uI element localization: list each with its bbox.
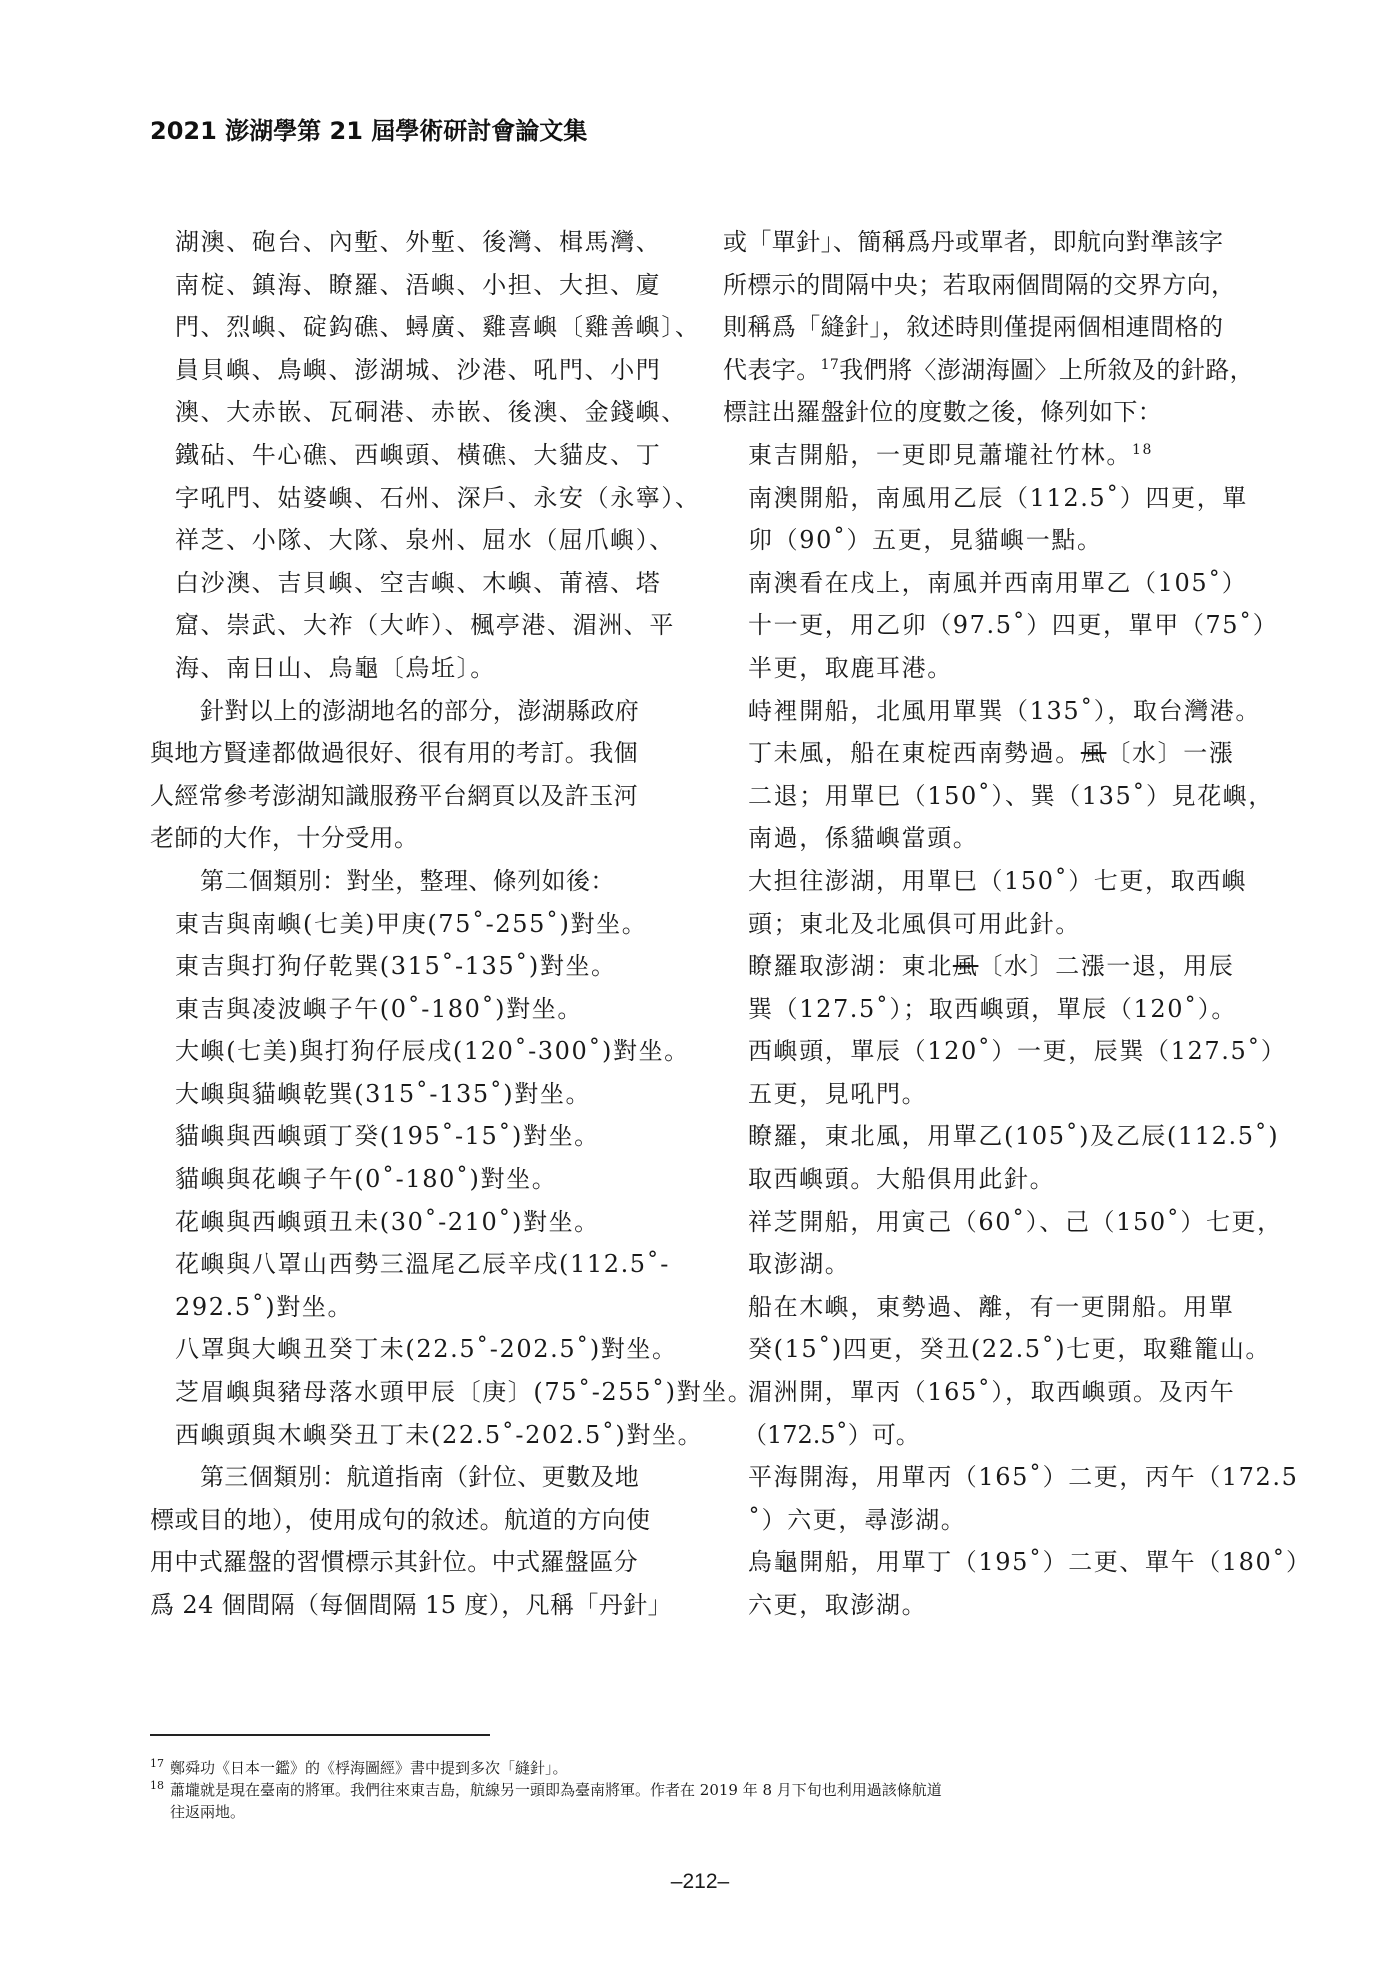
route-line	[723, 945, 1247, 988]
footnote-line: 鄭舜功《日本一鑑》的《桴海圖經》書中提到多次「縫針」。	[170, 1759, 568, 1777]
route-line	[723, 477, 1247, 520]
text-run: 〔水〕一漲	[1106, 739, 1235, 768]
route-line	[723, 1328, 1272, 1371]
text-run: 西嶼頭，單辰（120˚）一更，辰巽（127.5˚）	[748, 1037, 1287, 1066]
route-line	[723, 1286, 1247, 1329]
route-line	[723, 1541, 1312, 1584]
text-run: 半更，取鹿耳港。	[748, 653, 953, 682]
route-line	[723, 1456, 1299, 1499]
paragraph-line: 用中式羅盤的習慣標示其針位。中式羅盤區分	[150, 1548, 638, 1577]
list-line: 292.5˚)對坐。	[175, 1292, 354, 1321]
list-line: 東吉與凌波嶼子午(0˚-180˚)對坐。	[175, 994, 583, 1023]
route-line	[723, 434, 1247, 477]
right-column	[723, 221, 1312, 1627]
route-line	[723, 562, 1247, 605]
text-run: 代表字。	[723, 355, 821, 384]
page-number: –212–	[670, 1870, 730, 1893]
text-run: 烏龜開船，用單丁（195˚）二更、單午（180˚）	[748, 1548, 1312, 1577]
paragraph-line: 人經常參考澎湖知識服務平台網頁以及許玉河	[150, 781, 638, 810]
struck-text: 風	[1080, 739, 1107, 768]
paragraph-line	[723, 349, 1255, 392]
footnote	[150, 1757, 1250, 1779]
route-line	[723, 1158, 1247, 1201]
text-run: 大担往澎湖，用單巳（150˚）七更，取西嶼	[748, 866, 1248, 895]
route-line	[723, 690, 1262, 733]
route-line	[723, 988, 1247, 1031]
footnote-line: 蕭壠就是現在臺南的將軍。我們往來東吉島，航線另一頭即為臺南將軍。作者在 2019 年 8 月下旬也利用過該條航道	[170, 1781, 942, 1799]
text-run: 湄洲開，單丙（165˚），取西嶼頭。及丙午	[748, 1378, 1236, 1407]
list-line: 字吼門、姑婆嶼、石州、深戶、永安（永寧）、	[175, 483, 701, 512]
list-line: 貓嶼與西嶼頭丁癸(195˚-15˚)對坐。	[175, 1122, 600, 1151]
text-run: 〔水〕二漲一退，用辰	[978, 952, 1235, 981]
text-run: 標註出羅盤針位的度數之後，條列如下：	[723, 398, 1163, 427]
paragraph-line: 標或目的地），使用成句的敘述。航道的方向使	[150, 1505, 651, 1534]
list-line: 湖澳、砲台、內塹、外塹、後灣、楫馬灣、	[175, 228, 662, 256]
route-line	[723, 1414, 1247, 1457]
list-line: 花嶼與八罩山西勢三溫尾乙辰辛戌(112.5˚-	[175, 1250, 670, 1279]
paragraph-line: 第二個類別：對坐，整理、條列如後：	[200, 866, 615, 895]
text-run: 取澎湖。	[748, 1250, 851, 1279]
list-line: 東吉與南嶼(七美)甲庚(75˚-255˚)對坐。	[175, 909, 648, 938]
text-run: 瞭羅，東北風，用單乙(105˚)及乙辰(112.5˚)	[748, 1122, 1280, 1151]
text-run: 南澳開船，南風用乙辰（112.5˚）四更，單	[748, 483, 1248, 512]
text-run: 或「單針」、簡稱爲丹或單者，即航向對準該字	[723, 228, 1224, 256]
text-run: 五更，見吼門。	[748, 1079, 928, 1108]
route-line	[723, 1115, 1280, 1158]
text-run: 東吉開船，一更即見蕭壠社竹林。	[748, 440, 1132, 469]
route-line	[723, 1499, 1247, 1542]
list-line: 大嶼(七美)與打狗仔辰戌(120˚-300˚)對坐。	[175, 1037, 690, 1066]
list-line: 窟、崇武、大祚（大岞）、楓亭港、湄洲、平	[175, 611, 675, 640]
footnote-divider	[150, 1734, 490, 1736]
text-run: 所標示的間隔中央；若取兩個間隔的交界方向，	[723, 270, 1236, 299]
list-line: 白沙澳、吉貝嶼、空吉嶼、木嶼、莆禧、塔	[175, 568, 662, 597]
route-line	[723, 519, 1247, 562]
text-run: 南澳看在戌上，南風并西南用單乙（105˚）	[748, 568, 1248, 597]
list-line: 南椗、鎮海、瞭羅、浯嶼、小担、大担、廈	[175, 270, 662, 299]
paragraph-line	[723, 221, 1247, 264]
route-line	[723, 1371, 1247, 1414]
text-run: 祥芝開船，用寅己（60˚）、己（150˚）七更，	[748, 1207, 1283, 1236]
list-line: 西嶼頭與木嶼癸丑丁未(22.5˚-202.5˚)對坐。	[175, 1420, 704, 1449]
text-run: 卯（90˚）五更，見貓嶼一點。	[748, 526, 1103, 555]
list-line: 大嶼與貓嶼乾巽(315˚-135˚)對坐。	[175, 1079, 592, 1108]
list-line: 花嶼與西嶼頭丑未(30˚-210˚)對坐。	[175, 1207, 600, 1236]
text-run: ˚）六更，尋澎湖。	[748, 1505, 967, 1534]
text-run: 癸(15˚)四更，癸丑(22.5˚)七更，取雞籠山。	[748, 1335, 1272, 1364]
route-line	[723, 604, 1279, 647]
text-run: 我們將〈澎湖海圖〉上所敘及的針路，	[839, 355, 1255, 384]
paragraph-line: 與地方賢達都做過很好、很有用的考訂。我個	[150, 739, 638, 768]
route-line	[723, 1584, 1247, 1627]
list-line: 鐵砧、牛心礁、西嶼頭、橫礁、大貓皮、丁	[175, 440, 662, 469]
footnote	[150, 1779, 1250, 1823]
text-run: 巽（127.5˚）；取西嶼頭，單辰（120˚）。	[748, 994, 1237, 1023]
route-line	[723, 1243, 1247, 1286]
list-line: 芝眉嶼與豬母落水頭甲辰〔庚〕(75˚-255˚)對坐。	[175, 1378, 754, 1407]
route-line	[723, 732, 1247, 775]
route-line	[723, 775, 1275, 818]
text-run: 丁未風，船在東椗西南勢過。	[748, 739, 1081, 768]
text-run: 六更，取澎湖。	[748, 1591, 928, 1619]
footnote-ref[interactable]: 18	[1132, 441, 1154, 458]
text-run: （172.5˚）可。	[743, 1420, 920, 1449]
list-line: 東吉與打狗仔乾巽(315˚-135˚)對坐。	[175, 952, 617, 981]
list-line: 員貝嶼、鳥嶼、澎湖城、沙港、吼門、小門	[175, 355, 662, 384]
text-run: 頭；東北及北風俱可用此針。	[748, 909, 1081, 938]
route-line	[723, 817, 1247, 860]
left-column	[150, 221, 754, 1627]
route-line	[723, 1201, 1283, 1244]
route-line	[723, 860, 1247, 903]
struck-text: 風	[952, 952, 979, 981]
footnote-number: 17	[150, 1757, 164, 1770]
text-run: 二退；用單巳（150˚）、巽（135˚）見花嶼，	[748, 781, 1275, 810]
text-run: 則稱爲「縫針」，敘述時則僅提兩個相連間格的	[723, 313, 1224, 342]
paragraph-line: 老師的大作，十分受用。	[150, 824, 419, 853]
footnote-number: 18	[150, 1779, 164, 1792]
text-run: 南過，係貓嶼當頭。	[748, 824, 979, 853]
route-line	[723, 1073, 1247, 1116]
text-run: 十一更，用乙卯（97.5˚）四更，單甲（75˚）	[748, 611, 1279, 640]
text-run: 峙裡開船，北風用單巽（135˚），取台灣港。	[748, 696, 1262, 725]
list-line: 澳、大赤嵌、瓦硐港、赤嵌、後澳、金錢嶼、	[175, 398, 687, 427]
text-run: 平海開海，用單丙（165˚）二更，丙午（172.5	[748, 1463, 1299, 1492]
list-line: 貓嶼與花嶼子午(0˚-180˚)對坐。	[175, 1165, 558, 1194]
list-line: 門、烈嶼、碇鈎礁、蟳廣、雞喜嶼〔雞善嶼〕、	[175, 313, 701, 342]
route-line	[723, 1030, 1287, 1073]
paragraph-line	[723, 306, 1247, 349]
text-run: 取西嶼頭。大船俱用此針。	[748, 1165, 1056, 1194]
route-line	[723, 903, 1247, 946]
list-line: 海、南日山、烏龜〔烏坵〕。	[175, 653, 496, 682]
route-line	[723, 647, 1247, 690]
paragraph-line	[723, 391, 1247, 434]
footnote-line: 往返兩地。	[170, 1803, 246, 1821]
paragraph-line: 針對以上的澎湖地名的部分，澎湖縣政府	[200, 696, 640, 725]
text-run: 船在木嶼，東勢過、離，有一更開船。用單	[748, 1292, 1235, 1321]
running-header: 2021 澎湖學第 21 屆學術研討會論文集	[150, 117, 588, 145]
paragraph-line	[723, 264, 1247, 307]
paragraph-line: 爲 24 個間隔（每個間隔 15 度），凡稱「丹針」	[150, 1591, 672, 1619]
list-line: 祥芝、小隊、大隊、泉州、屈水（屈爪嶼）、	[175, 526, 675, 555]
paragraph-line: 第三個類別：航道指南（針位、更數及地	[200, 1463, 640, 1492]
text-run: 瞭羅取澎湖：東北	[748, 952, 953, 981]
footnotes	[150, 1757, 1250, 1823]
list-line: 八罩與大嶼丑癸丁未(22.5˚-202.5˚)對坐。	[175, 1335, 678, 1364]
footnote-ref[interactable]: 17	[820, 356, 840, 373]
